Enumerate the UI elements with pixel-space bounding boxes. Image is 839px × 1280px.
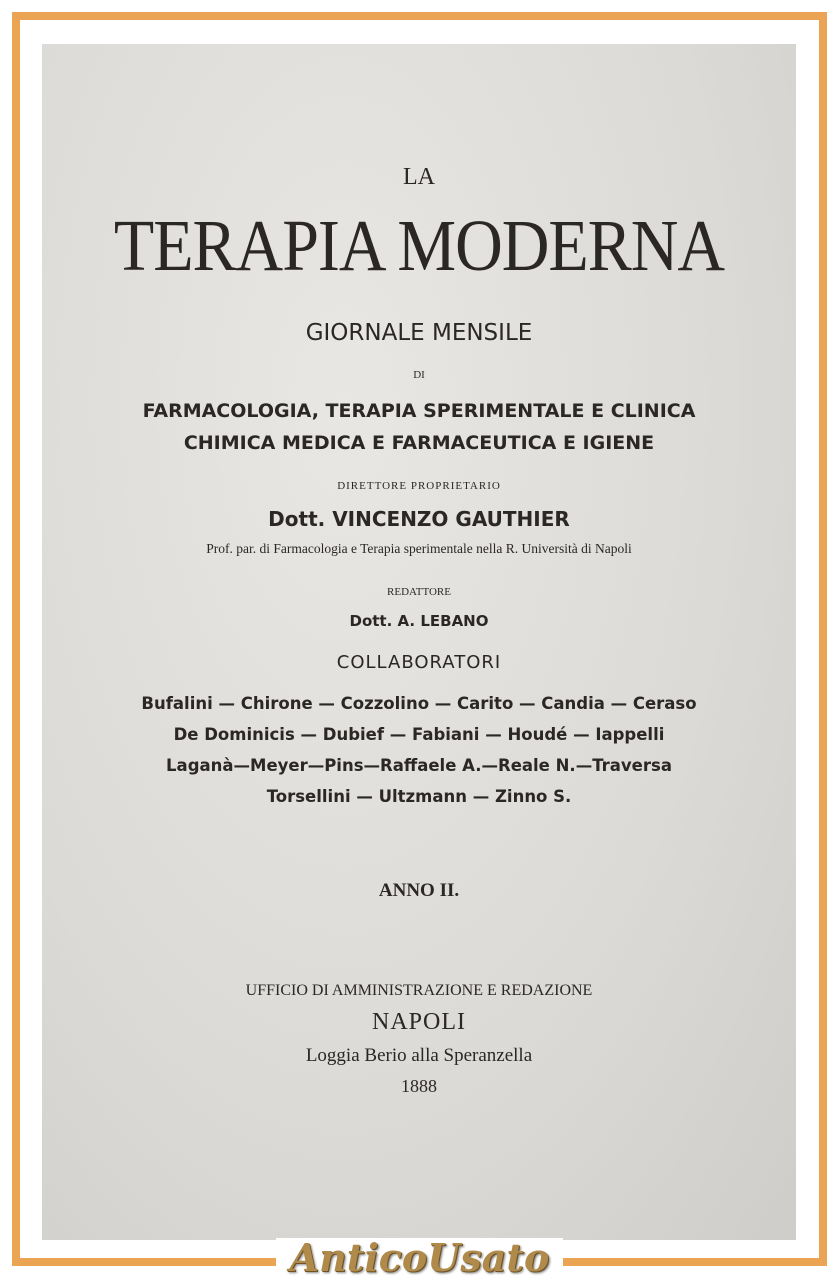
title-page bbox=[42, 44, 796, 1240]
director-label: DIRETTORE PROPRIETARIO bbox=[337, 480, 501, 492]
subject-line-1: FARMACOLOGIA, TERAPIA SPERIMENTALE E CLINICA bbox=[142, 400, 696, 422]
collaborators-line: De Dominicis — Dubief — Fabiani — Houdé — Iappelli bbox=[173, 725, 665, 744]
office: UFFICIO DI AMMINISTRAZIONE E REDAZIONE bbox=[245, 982, 593, 999]
subtitle: GIORNALE MENSILE bbox=[305, 320, 533, 346]
city: NAPOLI bbox=[372, 1009, 466, 1035]
director-name: Dott. VINCENZO GAUTHIER bbox=[268, 507, 570, 531]
year-volume: ANNO II. bbox=[378, 880, 460, 901]
editor-label: REDATTORE bbox=[387, 586, 451, 598]
collaborators-line: Bufalini — Chirone — Cozzolino — Carito — Candia — Ceraso bbox=[141, 694, 697, 713]
subject-line-2: CHIMICA MEDICA E FARMACEUTICA E IGIENE bbox=[183, 432, 655, 454]
watermark-logo bbox=[0, 1235, 839, 1280]
collaborators-label: COLLABORATORI bbox=[336, 652, 502, 673]
di: DI bbox=[413, 369, 425, 381]
main-title: TERAPIA MODERNA bbox=[113, 206, 725, 287]
year: 1888 bbox=[401, 1076, 437, 1096]
article: LA bbox=[403, 164, 435, 190]
collaborators-line: Torsellini — Ultzmann — Zinno S. bbox=[266, 787, 572, 806]
collaborators-line: Laganà—Meyer—Pins—Raffaele A.—Reale N.—Traversa bbox=[166, 756, 672, 775]
watermark-text: AnticoUsato bbox=[276, 1238, 564, 1278]
director-title: Prof. par. di Farmacologia e Terapia sperimentale nella R. Università di Napoli bbox=[206, 541, 632, 556]
address: Loggia Berio alla Speranzella bbox=[305, 1045, 533, 1066]
editor-name: Dott. A. LEBANO bbox=[349, 612, 489, 630]
